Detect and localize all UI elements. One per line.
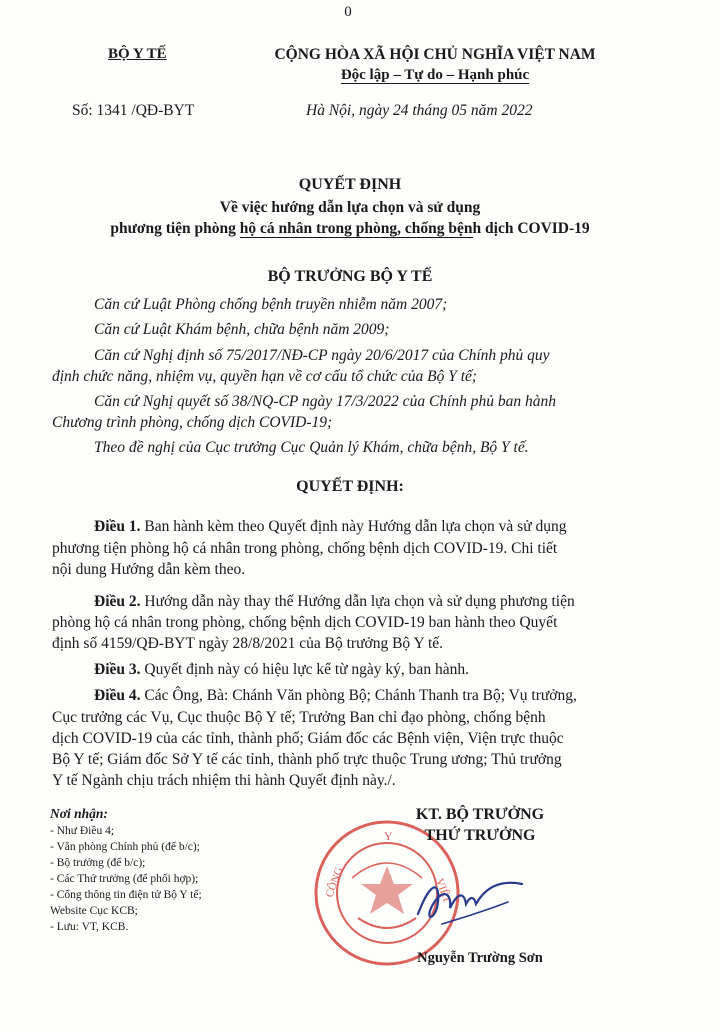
article-2-line-3: định số 4159/QĐ-BYT ngày 28/8/2021 của Bộ trưởng Bộ Y tế. [52, 635, 444, 652]
article-4-label: Điều 4. [94, 687, 141, 704]
article-2-line-2: phòng hộ cá nhân trong phòng, chống bệnh dịch COVID-19 ban hành theo Quyết [52, 614, 558, 631]
article-4-line-3: dịch COVID-19 của các tỉnh, thành phố; Giám đốc các Bệnh viện, Viện trực thuộc [52, 730, 564, 747]
article-1-line-1 [94, 518, 567, 536]
national-motto [250, 67, 620, 84]
article-4-line-1 [94, 687, 577, 705]
legal-basis-4-cont: Chương trình phòng, chống dịch COVID-19; [52, 414, 333, 431]
recipient-item: - Văn phòng Chính phủ (để b/c); [50, 841, 200, 853]
article-3-label: Điều 3. [94, 661, 141, 678]
legal-basis-3-cont: định chức năng, nhiệm vụ, quyền hạn về cơ cấu tổ chức của Bộ Y tế; [52, 368, 478, 385]
recipient-item: - Các Thứ trưởng (để phối hợp); [50, 873, 199, 885]
svg-text:CỘNG: CỘNG [323, 865, 346, 900]
authority-heading: BỘ TRƯỞNG BỘ Y TẾ [267, 268, 433, 285]
legal-basis-3: Căn cứ Nghị định số 75/2017/NĐ-CP ngày 20/6/2017 của Chính phủ quy [94, 347, 550, 364]
article-2-line-1 [94, 593, 575, 611]
signing-position: THỨ TRƯỞNG [424, 827, 536, 844]
recipient-item: - Như Điều 4; [50, 825, 115, 837]
subject-part-a: phương tiện phòng [110, 220, 240, 237]
article-4-text: Các Ông, Bà: Chánh Văn phòng Bộ; Chánh Thanh tra Bộ; Vụ trưởng, [140, 687, 577, 704]
article-1-text: Ban hành kèm theo Quyết định này Hướng dẫn lựa chọn và sử dụng [140, 518, 567, 535]
issuing-ministry: BỘ Y TẾ [108, 46, 167, 62]
article-4-line-2: Cục trưởng các Vụ, Cục thuộc Bộ Y tế; Trưởng Ban chỉ đạo phòng, chống bệnh [52, 709, 546, 726]
decide-heading: QUYẾT ĐỊNH: [296, 478, 404, 495]
article-2-label: Điều 2. [94, 593, 141, 610]
recipient-item: Website Cục KCB; [50, 905, 138, 917]
document-subject-line-1: Về việc hướng dẫn lựa chọn và sử dụng [219, 199, 481, 216]
subject-part-c: h dịch COVID-19 [472, 220, 590, 237]
recipient-item: - Cổng thông tin điện tử Bộ Y tế; [50, 889, 202, 901]
document-title: QUYẾT ĐỊNH [298, 176, 402, 193]
legal-basis-2: Căn cứ Luật Khám bệnh, chữa bệnh năm 2009; [94, 321, 390, 338]
article-3-text: Quyết định này có hiệu lực kể từ ngày ký, ban hành. [140, 661, 469, 678]
recipient-item: - Bộ trưởng (để b/c); [50, 857, 146, 869]
motto-text: Độc lập – Tự do – Hạnh phúc [340, 67, 530, 83]
article-3-line-1 [94, 661, 469, 679]
legal-basis-5: Theo đề nghị của Cục trưởng Cục Quản lý Khám, chữa bệnh, Bộ Y tế. [94, 439, 529, 456]
article-1-label: Điều 1. [94, 518, 141, 535]
svg-text:VIỆT: VIỆT [433, 876, 454, 905]
signing-authority: KT. BỘ TRƯỞNG [415, 806, 545, 823]
legal-basis-4: Căn cứ Nghị quyết số 38/NQ-CP ngày 17/3/2022 của Chính phủ ban hành [94, 393, 556, 410]
subject-part-b: hộ cá nhân trong phòng, chống bện [239, 220, 473, 237]
document-number: Số: 1341 /QĐ-BYT [72, 102, 195, 119]
legal-basis-1: Căn cứ Luật Phòng chống bệnh truyền nhiễm năm 2007; [94, 296, 448, 313]
page-number: 0 [344, 4, 352, 20]
article-1-line-3: nội dung Hướng dẫn kèm theo. [52, 561, 246, 578]
article-2-text: Hướng dẫn này thay thế Hướng dẫn lựa chọn và sử dụng phương tiện [140, 593, 575, 610]
article-4-line-5: Y tế Ngành chịu trách nhiệm thi hành Quyết định này./. [52, 772, 396, 789]
article-4-line-4: Bộ Y tế; Giám đốc Sở Y tế các tỉnh, thành phố trực thuộc Trung ương; Thủ trưởng [52, 751, 562, 768]
signer-name: Nguyễn Trường Sơn [417, 950, 543, 966]
handwritten-signature-icon [412, 862, 532, 942]
national-title: CỘNG HÒA XÃ HỘI CHỦ NGHĨA VIỆT NAM [274, 46, 596, 63]
svg-text:Y: Y [384, 829, 393, 843]
recipients-title: Nơi nhận: [50, 806, 108, 821]
place-date: Hà Nội, ngày 24 tháng 05 năm 2022 [306, 102, 533, 119]
document-subject-line-2 [0, 220, 700, 238]
recipient-item: - Lưu: VT, KCB. [50, 921, 129, 933]
article-1-line-2: phương tiện phòng hộ cá nhân trong phòng, chống bệnh dịch COVID-19. Chi tiết [52, 540, 558, 557]
